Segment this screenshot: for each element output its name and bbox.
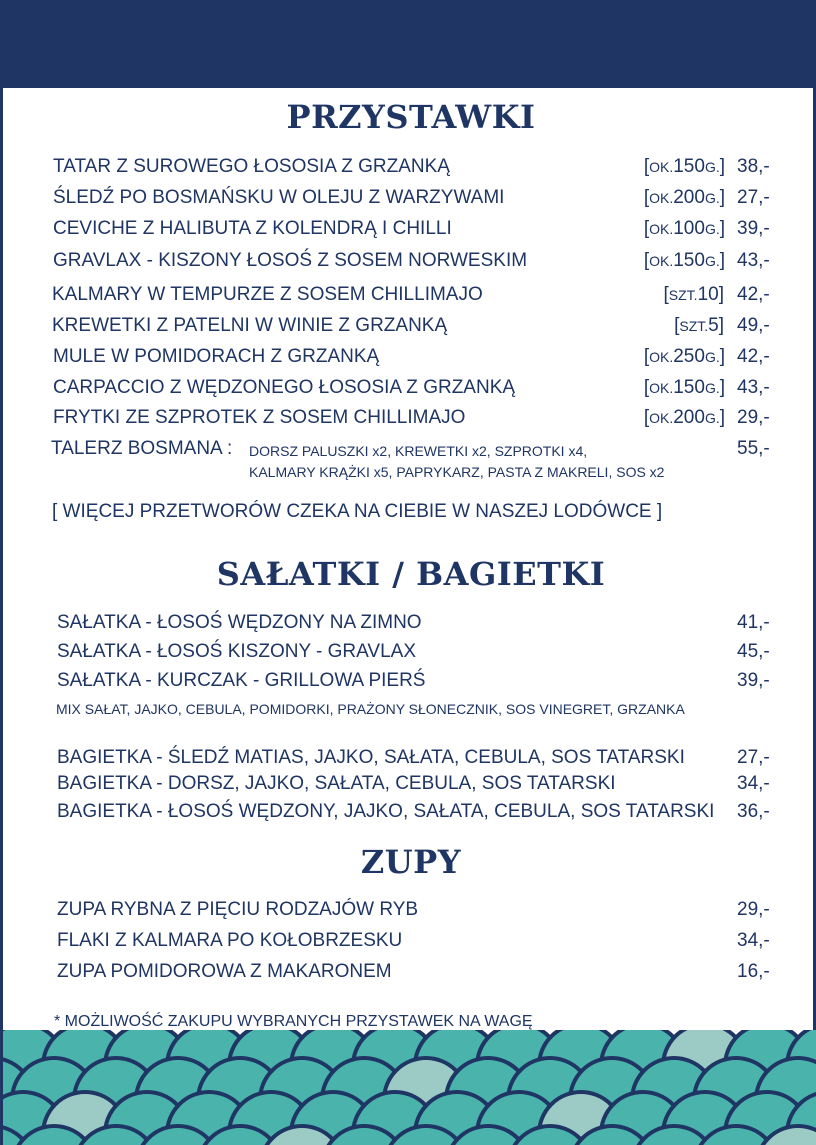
salad-row — [57, 668, 787, 694]
starter-name: CARPACCIO Z WĘDZONEGO ŁOSOSIA Z GRZANKĄ — [53, 377, 516, 398]
starter-name: FRYTKI ZE SZPROTEK Z SOSEM CHILLIMAJO — [53, 407, 466, 428]
starter-row — [53, 185, 783, 211]
soup-name: ZUPA RYBNA Z PIĘCIU RODZAJÓW RYB — [57, 899, 419, 920]
quantity-close-bracket: ] — [718, 315, 724, 336]
salad-row — [57, 639, 787, 665]
starter-quantity — [644, 185, 725, 211]
soup-row — [57, 897, 787, 923]
baguette-row — [57, 771, 787, 797]
quantity-close-bracket: ] — [719, 407, 725, 428]
quantity-open-bracket: [ — [674, 315, 680, 336]
starter-name: ŚLEDŹ PO BOSMAŃSKU W OLEJU Z WARZYWAMI — [53, 187, 505, 208]
baguette-price: 27,- — [737, 747, 770, 768]
starter-price: 39,- — [737, 218, 770, 239]
salad-name: SAŁATKA - KURCZAK - GRILLOWA PIERŚ — [57, 670, 426, 691]
quantity-number: 200 — [673, 407, 705, 428]
quantity-unit-prefix: SZT. — [679, 318, 709, 334]
baguette-name: BAGIETKA - DORSZ, JAJKO, SAŁATA, CEBULA, SOS TATARSKI — [57, 773, 616, 794]
quantity-open-bracket: [ — [643, 407, 650, 428]
quantity-close-bracket: ] — [719, 156, 725, 177]
quantity-open-bracket: [ — [643, 156, 650, 177]
starter-name: KREWETKI Z PATELNI W WINIE Z GRZANKĄ — [52, 315, 448, 336]
quantity-unit-prefix: OK. — [649, 190, 674, 206]
starter-quantity — [644, 248, 725, 274]
starter-quantity — [644, 154, 725, 180]
quantity-close-bracket: ] — [718, 284, 724, 305]
quantity-number: 5 — [708, 315, 719, 336]
starter-name: KALMARY W TEMPURZE Z SOSEM CHILLIMAJO — [52, 284, 483, 305]
quantity-number: 150 — [673, 156, 705, 177]
quantity-close-bracket: ] — [719, 377, 725, 398]
salad-name: SAŁATKA - ŁOSOŚ WĘDZONY NA ZIMNO — [57, 612, 422, 633]
salad-price: 41,- — [737, 612, 770, 633]
quantity-unit-suffix: G. — [704, 253, 720, 269]
quantity-unit-suffix: G. — [704, 159, 720, 175]
starter-row — [53, 375, 783, 401]
starter-row — [52, 282, 782, 308]
baguette-row — [57, 745, 787, 771]
starter-price: 27,- — [737, 187, 770, 208]
quantity-number: 10 — [697, 284, 719, 305]
quantity-close-bracket: ] — [719, 218, 725, 239]
starter-name: TATAR Z SUROWEGO ŁOSOSIA Z GRZANKĄ — [53, 156, 450, 177]
starter-price: 43,- — [737, 377, 770, 398]
starter-price: 42,- — [737, 346, 770, 367]
starter-row — [53, 344, 783, 370]
quantity-unit-prefix: OK. — [649, 159, 674, 175]
quantity-unit-prefix: OK. — [649, 349, 674, 365]
quantity-unit-suffix: G. — [704, 221, 720, 237]
quantity-open-bracket: [ — [643, 218, 650, 239]
baguette-name: BAGIETKA - ŚLEDŹ MATIAS, JAJKO, SAŁATA, CEBULA, SOS TATARSKI — [57, 747, 685, 768]
quantity-open-bracket: [ — [643, 377, 650, 398]
quantity-unit-prefix: SZT. — [668, 287, 698, 303]
quantity-open-bracket: [ — [643, 187, 650, 208]
salad-ingredients-note: MIX SAŁAT, JAJKO, CEBULA, POMIDORKI, PRAŻONY SŁONECZNIK, SOS VINEGRET, GRZANKA — [56, 701, 685, 717]
quantity-unit-suffix: G. — [704, 190, 720, 206]
starter-row — [53, 405, 783, 431]
soup-row — [57, 928, 787, 954]
starter-price: 49,- — [737, 315, 770, 336]
quantity-number: 250 — [673, 346, 705, 367]
baguette-row — [57, 799, 787, 825]
starter-price: 43,- — [737, 250, 770, 271]
salad-price: 39,- — [737, 670, 770, 691]
quantity-open-bracket: [ — [663, 284, 669, 305]
quantity-unit-prefix: OK. — [649, 221, 674, 237]
starter-row — [53, 154, 783, 180]
starter-quantity — [644, 216, 725, 242]
starter-row — [52, 313, 782, 339]
more-products-note: [ WIĘCEJ PRZETWORÓW CZEKA NA CIEBIE W NASZEJ LODÓWCE ] — [52, 501, 663, 522]
section-title-zupy: ZUPY — [360, 843, 462, 881]
baguette-price: 36,- — [737, 801, 770, 822]
starter-quantity — [644, 344, 725, 370]
quantity-unit-suffix: G. — [704, 349, 720, 365]
salad-name: SAŁATKA - ŁOSOŚ KISZONY - GRAVLAX — [57, 641, 417, 662]
starter-quantity — [674, 313, 724, 339]
soup-price: 16,- — [737, 961, 770, 982]
quantity-number: 100 — [673, 218, 705, 239]
salad-row — [57, 610, 787, 636]
top-banner — [3, 0, 816, 88]
quantity-unit-prefix: OK. — [649, 380, 674, 396]
starter-name: CEVICHE Z HALIBUTA Z KOLENDRĄ I CHILLI — [53, 218, 452, 239]
starter-row — [53, 248, 783, 274]
quantity-open-bracket: [ — [643, 346, 650, 367]
quantity-unit-prefix: OK. — [649, 410, 674, 426]
quantity-number: 150 — [673, 250, 705, 271]
platter-line-1: DORSZ PALUSZKI x2, KREWETKI x2, SZPROTKI x4, — [249, 443, 588, 459]
starter-price: 29,- — [737, 407, 770, 428]
baguette-name: BAGIETKA - ŁOSOŚ WĘDZONY, JAJKO, SAŁATA, CEBULA, SOS TATARSKI — [57, 801, 715, 822]
quantity-close-bracket: ] — [719, 346, 725, 367]
soup-name: FLAKI Z KALMARA PO KOŁOBRZESKU — [57, 930, 403, 951]
quantity-number: 200 — [673, 187, 705, 208]
quantity-unit-prefix: OK. — [649, 253, 674, 269]
starter-quantity — [644, 405, 725, 431]
quantity-open-bracket: [ — [643, 250, 650, 271]
salad-price: 45,- — [737, 641, 770, 662]
starter-quantity — [644, 375, 725, 401]
baguette-price: 34,- — [737, 773, 770, 794]
quantity-unit-suffix: G. — [704, 410, 720, 426]
soup-name: ZUPA POMIDOROWA Z MAKARONEM — [57, 961, 392, 982]
section-title-salatki: SAŁATKI / BAGIETKI — [216, 555, 606, 593]
soup-row — [57, 959, 787, 985]
footnote: * MOŻLIWOŚĆ ZAKUPU WYBRANYCH PRZYSTAWEK NA WAGĘ — [54, 1013, 533, 1030]
quantity-close-bracket: ] — [719, 250, 725, 271]
starter-name: MULE W POMIDORACH Z GRZANKĄ — [53, 346, 380, 367]
starter-quantity — [664, 282, 724, 308]
quantity-number: 150 — [673, 377, 705, 398]
starter-row — [53, 216, 783, 242]
soup-price: 34,- — [737, 930, 770, 951]
starter-name: GRAVLAX - KISZONY ŁOSOŚ Z SOSEM NORWESKIM — [53, 250, 528, 271]
platter-price: 55,- — [737, 438, 770, 459]
quantity-close-bracket: ] — [719, 187, 725, 208]
platter-name: TALERZ BOSMANA : — [51, 438, 233, 459]
section-title-przystawki: PRZYSTAWKI — [286, 98, 536, 136]
platter-row — [51, 436, 781, 462]
soup-price: 29,- — [737, 899, 770, 920]
quantity-unit-suffix: G. — [704, 380, 720, 396]
starter-price: 38,- — [737, 156, 770, 177]
platter-line-2: KALMARY KRĄŻKI x5, PAPRYKARZ, PASTA Z MAKRELI, SOS x2 — [249, 464, 665, 480]
starter-price: 42,- — [737, 284, 770, 305]
wave-pattern-decoration — [3, 1030, 816, 1145]
